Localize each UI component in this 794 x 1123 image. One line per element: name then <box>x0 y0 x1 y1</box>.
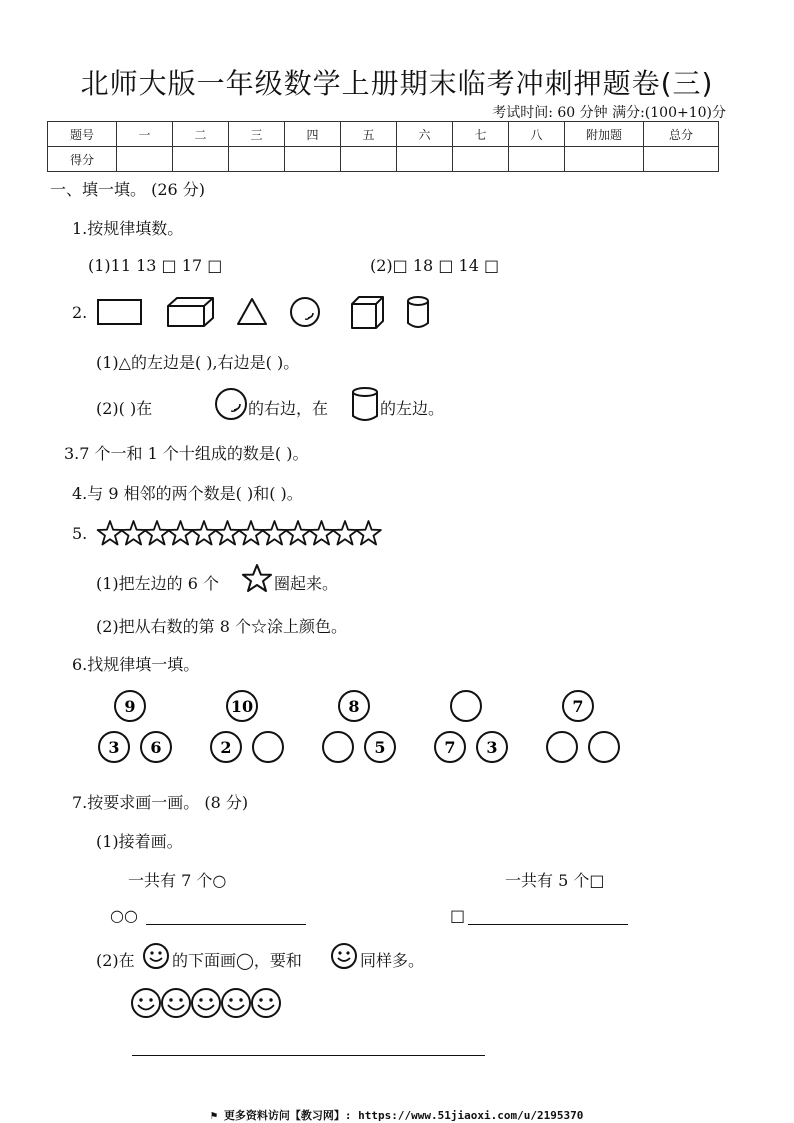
star-icon <box>242 563 274 595</box>
question-7a: (1)接着画。 <box>96 832 183 851</box>
question-7a-right-start: □ <box>450 906 466 925</box>
star-icon[interactable] <box>309 521 334 545</box>
circle-number: 7 <box>572 697 584 716</box>
question-1a: (1)11 13 □ 17 □ <box>88 256 223 275</box>
star-icon[interactable] <box>262 521 287 545</box>
circle-number: 7 <box>444 738 456 757</box>
score-cell[interactable] <box>285 147 341 172</box>
rectangle-icon <box>96 296 146 330</box>
smiley-icon <box>142 941 172 971</box>
star-icon[interactable] <box>192 521 217 545</box>
smiley-icon <box>222 989 250 1017</box>
question-7b-pre: (2)在 <box>96 951 135 970</box>
score-cell[interactable] <box>117 147 173 172</box>
score-row-label: 得分 <box>48 147 117 172</box>
circle-number: 5 <box>374 738 386 757</box>
score-table-header: 八 <box>509 122 565 147</box>
answer-line[interactable] <box>132 1055 485 1056</box>
question-5a-post: 圈起来。 <box>274 574 339 593</box>
question-2b-post: 的左边。 <box>380 399 445 418</box>
star-icon[interactable] <box>168 521 193 545</box>
page-title: 北师大版一年级数学上册期末临考冲刺押题卷(三) <box>80 67 714 100</box>
exam-info: 考试时间: 60 分钟 满分:(100+10)分 <box>492 105 726 121</box>
question-5-label: 5. <box>72 524 88 543</box>
score-table-header: 四 <box>285 122 341 147</box>
circle-number: 3 <box>486 738 498 757</box>
smiley-icon <box>330 941 360 971</box>
score-table-header: 总分 <box>644 122 719 147</box>
star-icon[interactable] <box>356 521 381 545</box>
question-7b-post: 同样多。 <box>360 951 425 970</box>
question-7b-mid: 的下面画◯，要和 <box>172 951 302 970</box>
question-4: 4.与 9 相邻的两个数是( )和( )。 <box>72 484 303 503</box>
question-5b: (2)把从右数的第 8 个☆涂上颜色。 <box>96 617 348 636</box>
score-table-header: 附加题 <box>565 122 644 147</box>
answer-line[interactable] <box>146 924 306 925</box>
score-cell[interactable] <box>644 147 719 172</box>
circle-number: 8 <box>348 697 360 716</box>
star-icon[interactable] <box>333 521 358 545</box>
score-cell[interactable] <box>173 147 229 172</box>
score-table-header: 七 <box>453 122 509 147</box>
star-icon[interactable] <box>286 521 311 545</box>
number-pattern <box>90 688 650 768</box>
question-6-label: 6.找规律填一填。 <box>72 655 200 674</box>
question-7a-right-hint: 一共有 5 个□ <box>505 871 605 890</box>
score-table-header-row <box>48 122 719 147</box>
score-table-header: 五 <box>341 122 397 147</box>
star-icon[interactable] <box>145 521 170 545</box>
number-circle[interactable] <box>451 691 481 721</box>
question-5a-pre: (1)把左边的 6 个 <box>96 574 220 593</box>
score-table-header: 六 <box>397 122 453 147</box>
number-circle[interactable] <box>323 732 353 762</box>
cylinder-icon <box>350 385 382 425</box>
star-icon[interactable] <box>239 521 264 545</box>
smiley-icon <box>252 989 280 1017</box>
question-7a-left-start: ○○ <box>110 906 138 925</box>
question-7a-left-hint: 一共有 7 个○ <box>128 871 227 890</box>
score-table-header: 三 <box>229 122 285 147</box>
star-icon[interactable] <box>98 521 123 545</box>
question-2-label: 2. <box>72 303 88 322</box>
circle-number: 10 <box>230 697 254 716</box>
smiley-icon <box>132 989 160 1017</box>
question-2b-mid: 的右边，在 <box>248 399 329 418</box>
score-cell[interactable] <box>229 147 285 172</box>
question-1-label: 1.按规律填数。 <box>72 219 184 238</box>
number-circle[interactable] <box>589 732 619 762</box>
score-table-header: 一 <box>117 122 173 147</box>
score-cell[interactable] <box>397 147 453 172</box>
cylinder-icon <box>404 294 434 332</box>
star-row <box>96 518 384 550</box>
circle-number: 6 <box>150 738 162 757</box>
smiley-icon <box>162 989 190 1017</box>
score-cell[interactable] <box>509 147 565 172</box>
smiley-row <box>130 986 290 1022</box>
star-icon[interactable] <box>215 521 240 545</box>
section-heading: 一、填一填。 (26 分) <box>50 180 206 199</box>
sphere-icon <box>288 296 324 330</box>
triangle-icon <box>236 296 270 328</box>
cuboid-icon <box>165 294 219 330</box>
smiley-icon <box>192 989 220 1017</box>
footer-link[interactable]: ⚑ 更多资料访问【教习网】: https://www.51jiaoxi.com/u/2195370 <box>210 1109 584 1122</box>
question-1b: (2)□ 18 □ 14 □ <box>370 256 500 275</box>
answer-line[interactable] <box>468 924 628 925</box>
score-table-header: 二 <box>173 122 229 147</box>
score-cell[interactable] <box>341 147 397 172</box>
question-7-label: 7.按要求画一画。 (8 分) <box>72 793 249 812</box>
score-table-score-row <box>48 147 719 172</box>
question-2b-pre: (2)( )在 <box>96 399 153 418</box>
question-2a: (1)△的左边是( ),右边是( )。 <box>96 353 300 372</box>
score-cell[interactable] <box>453 147 509 172</box>
question-3: 3.7 个一和 1 个十组成的数是( )。 <box>64 444 309 463</box>
circle-number: 3 <box>108 738 120 757</box>
score-table <box>47 121 719 172</box>
sphere-icon <box>214 386 250 422</box>
number-circle[interactable] <box>253 732 283 762</box>
star-icon[interactable] <box>121 521 146 545</box>
circle-number: 9 <box>124 697 136 716</box>
score-cell[interactable] <box>565 147 644 172</box>
circle-number: 2 <box>220 738 232 757</box>
number-circle[interactable] <box>547 732 577 762</box>
score-table-header: 题号 <box>48 122 117 147</box>
cube-icon <box>349 294 387 332</box>
